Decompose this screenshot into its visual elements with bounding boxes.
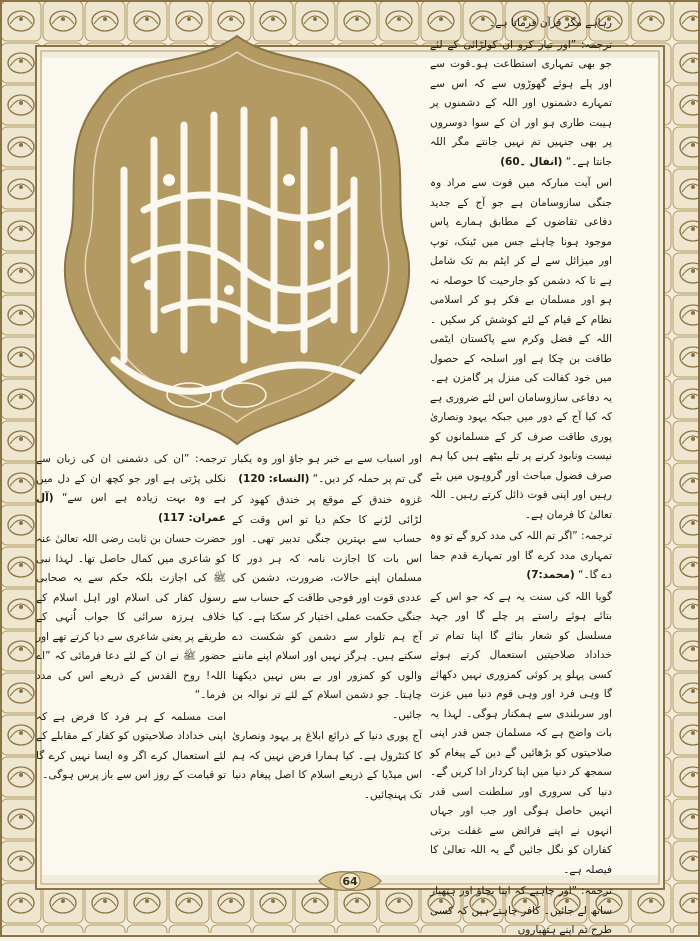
paragraph: غزوہ خندق کے موقع پر خندق کھود کر لڑائی لڑنے کا حکم دیا تو اس وقت کے حساب سے بہترین جنگی تدبیر تھی۔ اور اس بات کا اجازت نامہ کہ ہر دور کا مسلمان اپنے حالات، ضرورت، دشمن کی عددی قوت اور فوجی طاقت کے حساب سے جنگی حکمت عملی اختیار کر سکتا ہے۔ کیا آج ہم تلوار سے دشمن کو شکست دے سکتے ہیں۔ ہرگز نہیں اور اسلام اپنے ماننے والوں کو کمزور اور بے بس نہیں دیکھنا چاہتا۔ جو دشمن اسلام کے لئے تر نوالہ بن جائیں۔ bbox=[232, 494, 422, 721]
left-column bbox=[36, 450, 226, 810]
translation-text: ترجمہ: ”اگر تم اللہ کی مدد کرو گے تو وہ تمہاری مدد کرے گا اور تمہارے قدم جما دے گا۔“ bbox=[430, 530, 612, 581]
verse-reference: (آل عمران: 117) bbox=[36, 492, 226, 524]
translation-paragraph bbox=[232, 450, 422, 489]
translation-text: ترجمہ: ”ان کی دشمنی ان کی زبان سے نکلی پڑتی ہے اور جو کچھ ان کے دل میں ہے وہ بہت زیادہ ہے اس سے“ bbox=[36, 453, 226, 504]
translation-paragraph: ترجمہ: ”اور چاہیے کہ اپنا بچاؤ اور ہتھیار ساتھ لے جائیں۔ کافر چاہتے ہیں کہ کسی طرح تم اپنے ہتھیاروں bbox=[430, 885, 612, 936]
right-column bbox=[430, 14, 612, 936]
paragraph: امت مسلمہ کے ہر فرد کا فرض ہے کہ اپنی خداداد صلاحیتوں کو کفار کے مقابلے کے لئے استعمال کرے اگر وہ ایسا نہیں کرے گا تو قیامت کے روز اس سے باز پرس ہوگی۔ bbox=[36, 710, 226, 781]
translation-text: اور اسباب سے بے خبر ہو جاؤ اور وہ یکبار گی تم پر حملہ کر دیں۔“ bbox=[232, 453, 422, 485]
paragraph: حضرت حسان بن ثابت رضی اللہ تعالیٰ عنہ کو شاعری میں کمال حاصل تھا۔ لہذا نبی ﷺ کی اجازت بلکہ حکم سے یہ صحابی رسول کفار کی اسلام اور اہل اسلام کے خلاف ہرزہ سرائی کا جواب اُنہی کے طریقے پر یعنی شاعری سے دیا کرتے تھے اور حضور ﷺ نے ان کے لئے دعا فرمائی کہ ”اے اللہ! روح القدس کے ذریعے اس کی مدد فرما۔“ bbox=[36, 533, 226, 701]
verse-reference: (النساء: 120) bbox=[238, 472, 310, 485]
page-number: 64 bbox=[342, 874, 358, 888]
translation-text: ترجمہ: ”اور تیار کرو ان کولڑائی کے لئے جو بھی تمہاری استطاعت ہو۔قوت سے اور پلے ہوئے گھوڑوں سے کہ اس سے تمہارے دشمنوں اور اللہ کے دشمنوں پر ہیبت طاری ہو اور ان کے سوا دوسروں پر بھی جنہیں تم نہیں جانتے مگر اللہ جانتا ہے۔“ bbox=[430, 38, 612, 168]
verse-reference: (محمد:7) bbox=[526, 569, 575, 581]
translation-paragraph bbox=[430, 36, 612, 173]
middle-column bbox=[232, 450, 422, 810]
verse-reference: (انفال ۔60) bbox=[500, 155, 563, 168]
translation-paragraph bbox=[430, 527, 612, 586]
paragraph: رہاہے مگر قرآن فرماتا ہے۔ bbox=[489, 17, 612, 29]
paragraph: گویا اللہ کی سنت یہ ہے کہ جو اس کے بتائے ہوئے راستے پر چلے گا اور جہد مسلسل کو شعار بنائے گا اپنا تمام تر خداداد صلاحیتیں استعمال کرتے ہوئے کسی پہلو پر کوئی کمزوری نہیں دکھائے گا وہی فرد اور وہی قوم دنیا میں عزت اور سربلندی سے ہمکنار ہوگی۔ لہذا یہ بات واضح ہے کہ مسلمان جس قدر اپنی صلاحیتوں کو بڑھائیں گے دین کے پیغام کو سمجھ کر دنیا میں اپنا کردار ادا کریں گے۔ دنیا کی سروری اور سلطنت اسی قدر انہیں حاصل ہوگی اور جب اور جہاں انہوں نے اپنے فرائض سے غفلت برتی کفاران کو نگل جائیں گے یہ اللہ تعالیٰ کا فیصلہ ہے۔ bbox=[430, 590, 612, 876]
translation-paragraph bbox=[36, 450, 226, 528]
page-number-badge bbox=[315, 868, 385, 894]
paragraph: اس آیت مبارکہ میں قوت سے مراد وہ جنگی سازوسامان ہے جو آج کے جدید دفاعی تقاضوں کے مطابق ہمارے پاس موجود ہونا چاہئے جس میں ٹینک، توپ اور میزائل سے لے کر ایٹم بم تک شامل ہے تا کہ دشمن کو جارحیت کا حوصلہ نہ ہو اور مسلمان بے فکر ہو کر اسلامی نظام کے قیام کے لئے کوشش کر سکیں ۔اللہ کے فضل وکرم سے پاکستان ایٹمی طاقت بن چکا ہے اور اسلحہ کے حصول میں خود کفالت کی منزل پر گامزن ہے۔ یہ دفاعی سازوسامان اس لئے ضروری ہے کہ کیا آج کے دور میں جبکہ یہود ونصاریٰ پوری طاقت صرف کر کے مسلمانوں کو نیست ونابود کرنے پر تلے بیٹھے ہیں کیا ہم صرف فضول مباحث اور گروہوں میں بٹے رہیں اور اپنی قوت ذائل کرتے رہیں۔ اللہ تعالیٰ کا فرمان ہے۔ bbox=[430, 177, 612, 521]
calligraphy-medallion-icon bbox=[54, 30, 420, 450]
paragraph: آج پوری دنیا کے ذرائع ابلاغ پر یہود ونصاریٰ کا کنٹرول ہے۔ کیا ہمارا فرض نہیں کہ ہم اس میڈیا کے ذریعے اسلام کا اصل پیغام دنیا تک پہنچائیں۔ bbox=[232, 730, 422, 801]
